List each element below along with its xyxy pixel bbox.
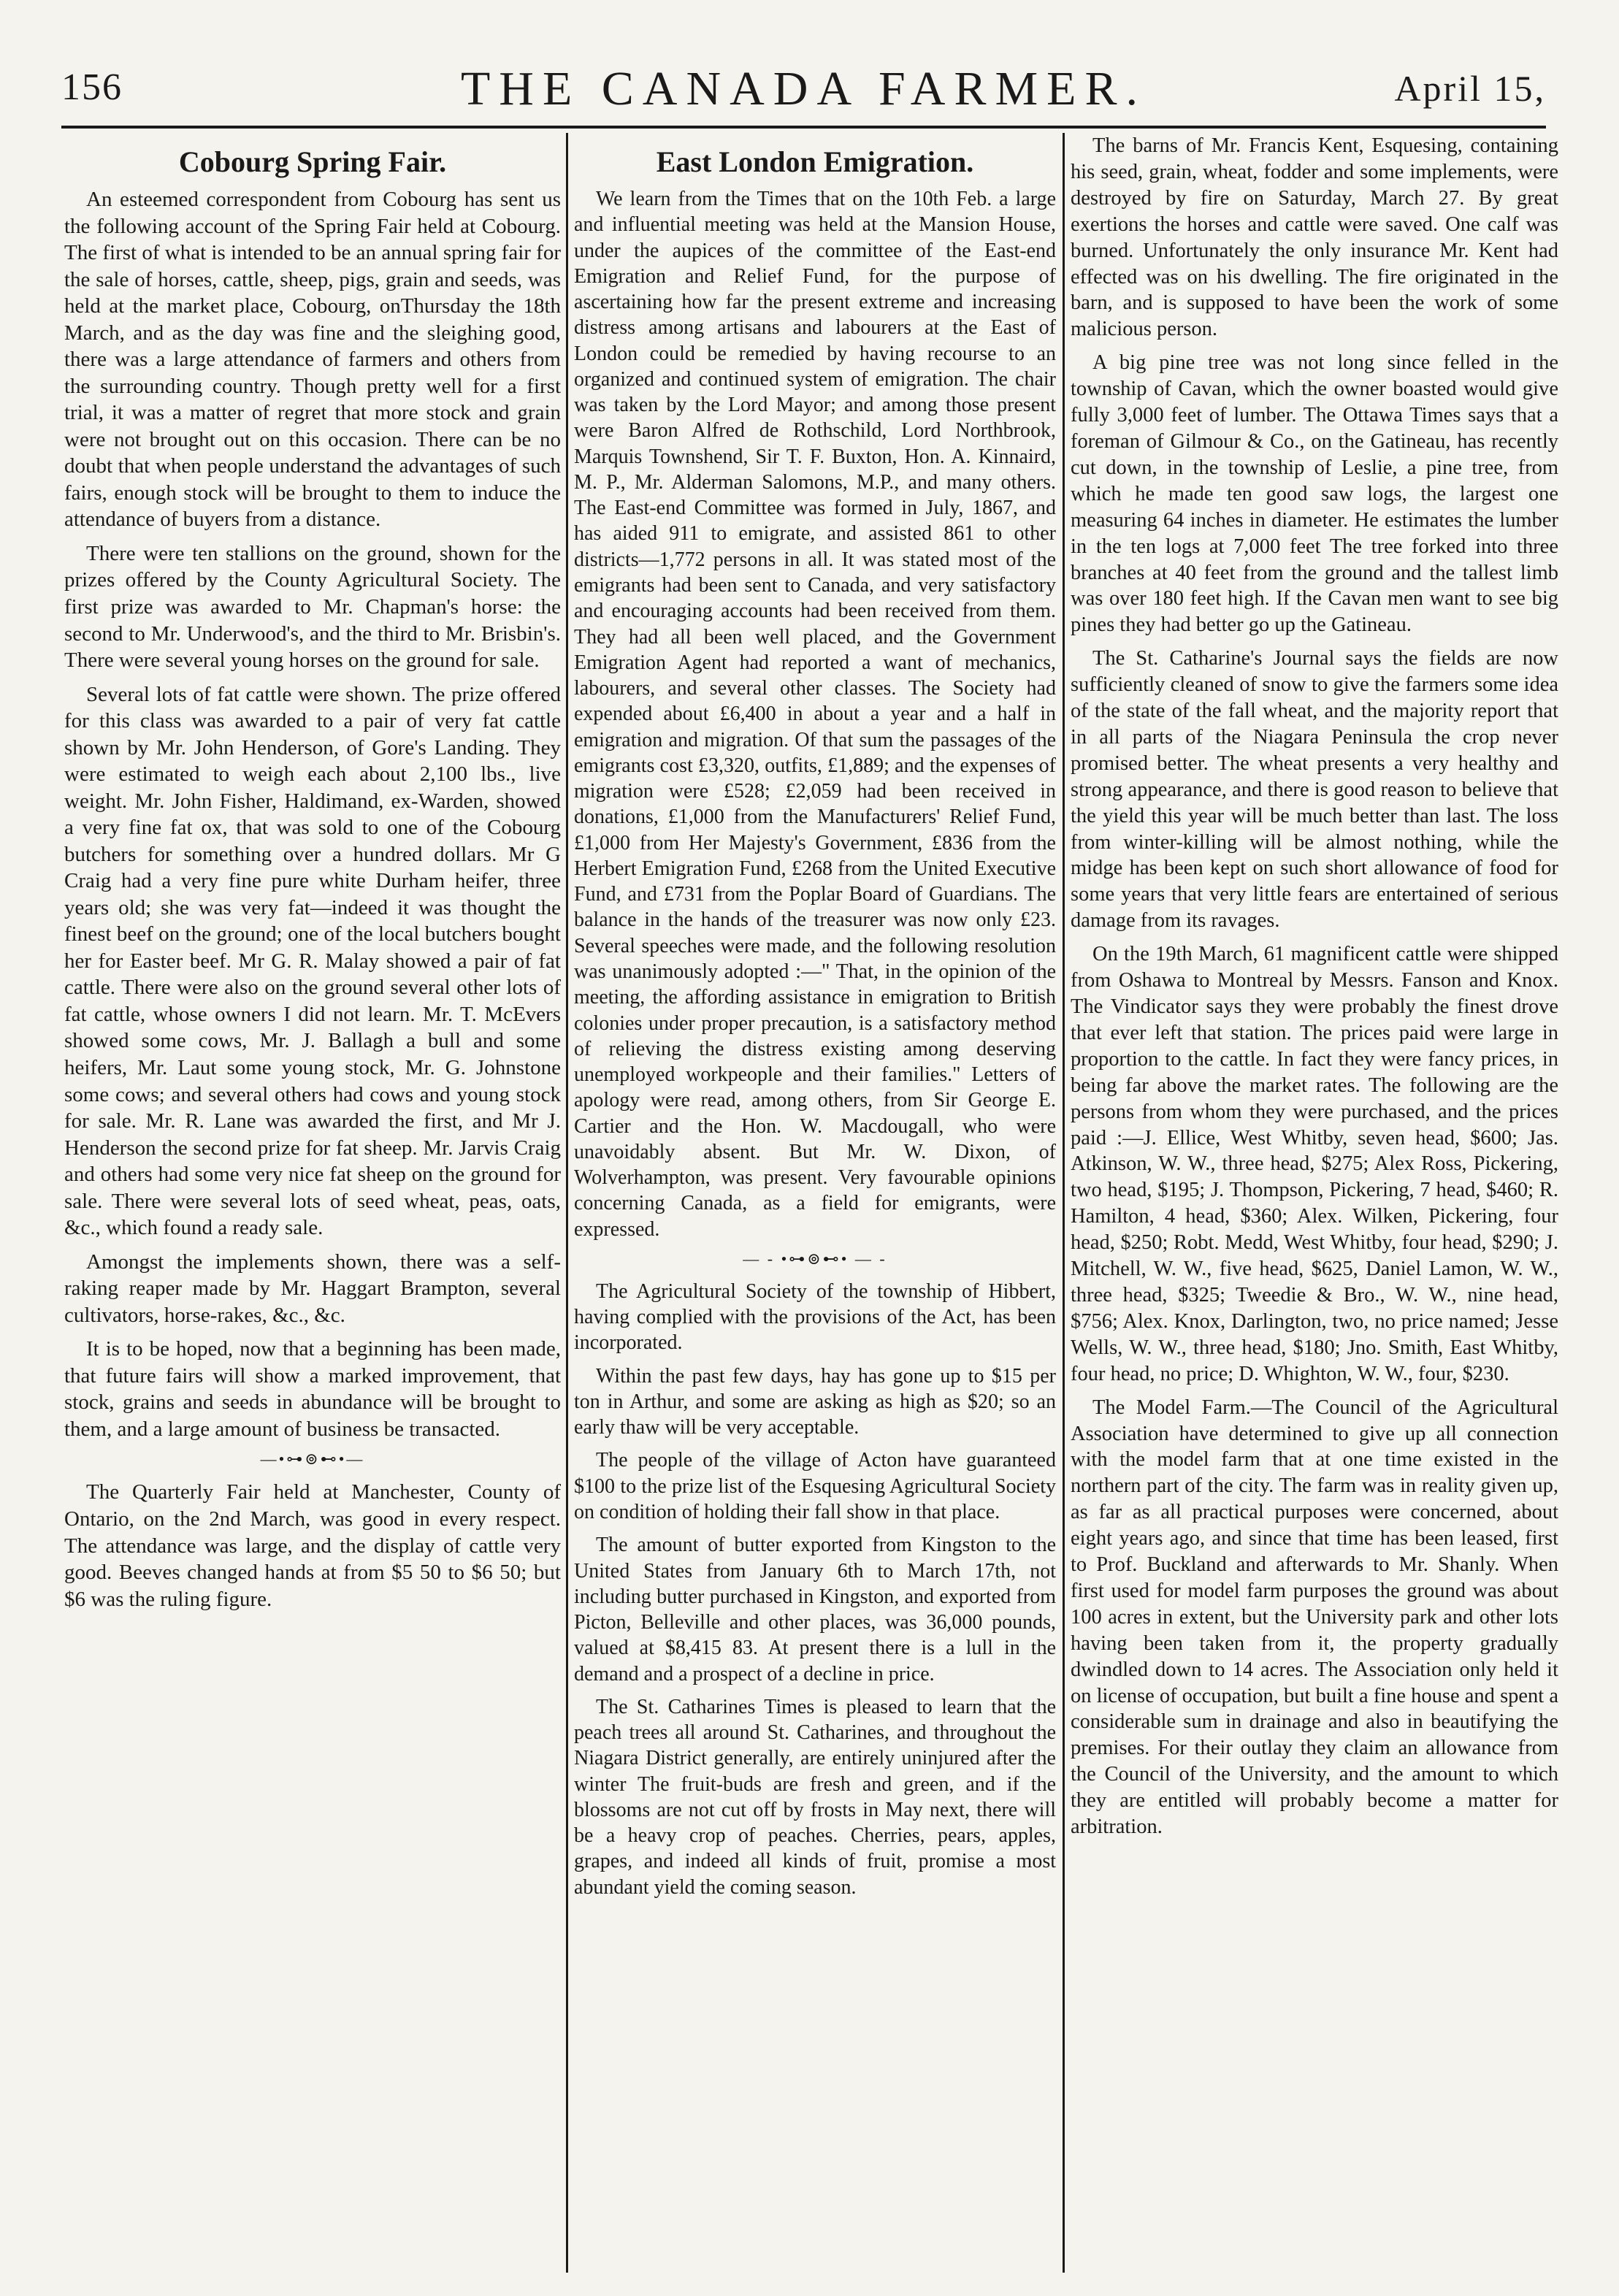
news-item: The barns of Mr. Francis Kent, Esquesing, containing his seed, grain, wheat, fodder and some implements, were destroyed by fire on Saturday, March 27. By great exertions the horses and cattle were saved. One calf was burned. Unfortunately the only insurance Mr. Kent had effected was on his dwelling. The fire originated in the barn, and is supposed to have been the work of some malicious person. (1071, 134, 1558, 341)
header-rule (61, 126, 1546, 129)
column-1 (64, 133, 561, 2273)
news-item: On the 19th March, 61 magnificent cattle were shipped from Oshawa to Montreal by Messrs. Fanson and Knox. The Vindicator says they were probably the finest drove that ever left that station. The prices paid were large in proportion to the cattle. In fact they were fancy prices, in being far above the market rates. The following are the persons from whom they were purchased, and the prices paid :—J. Ellice, West Whitby, seven head, $600; Jas. Atkinson, W. W., three head, $275; Alex Ross, Pickering, two head, $195; J. Thompson, Pickering, 7 head, $460; R. Hamilton, 4 head, $360; Alex. Wilken, Pickering, four head, $250; Robt. Medd, West Whitby, four head, $290; J. Mitchell, W. W., five head, $625, Daniel Lamon, W. W., three head, $325; Tweedie & Bro., W. W., nine head, $756; Alex. Knox, Darlington, two, no price named; Jesse Wells, W. W., three head, $180; Jno. Smith, East Whitby, four head, no price; D. Whighton, W. W., four, $230. (1071, 943, 1558, 1385)
article-paragraph: An esteemed correspondent from Cobourg has sent us the following account of the Spring Fair held at Cobourg. The first of what is intended to be an annual spring fair for the sale of horses, cattle, sheep, pigs, grain and seeds, was held at the market place, Cobourg, onThursday the 18th March, and as the day was fine and the sleighing good, there was a large attendance of farmers and others from the surrounding country. Though pretty well for a first trial, it was a matter of regret that more stock and grain were not brought out on this occasion. There can be no doubt that when people understand the advantages of such fairs, enough stock will be brought to them to induce the attendance of buyers from a distance. (64, 188, 561, 532)
news-item: The Model Farm.—The Council of the Agricultural Association have determined to give up all connection with the model farm that at one time existed in the northern part of the city. The farm was in reality given up, as far as all practical purposes were concerned, about eight years ago, and since that time has been leased, first to Prof. Buckland and afterwards to Mr. Shanly. When first used for model farm purposes the ground was about 100 acres in extent, but the University park and other lots having been taken from it, the property gradually dwindled down to 14 acres. The Association only held it on license of occupation, but built a fine house and spent a considerable sum in drainage and also in beautifying the premises. For their outlay they claim an allowance from the Council of the University, and the amount to which they are entitled will probably become a matter for arbitration. (1071, 1396, 1558, 1839)
article-paragraph: We learn from the Times that on the 10th Feb. a large and influential meeting was held at the Mansion House, under the aupices of the committee of the East-end Emigration and Relief Fund, for the purpose of ascertaining how far the present extreme and increasing distress among artisans and labourers at the East of London could be remedied by having recourse to an organized and continued system of emigration. The chair was taken by the Lord Mayor; and among those present were Baron Alfred de Rothschild, Lord Northbrook, Marquis Townshend, Sir T. F. Buxton, Hon. A. Kinnaird, M. P., Mr. Alderman Salomons, M.P., and many others. The East-end Committee was formed in July, 1867, and has aided 911 to emigrate, and assisted 861 to other districts—1,772 persons in all. It was stated most of the emigrants had been sent to Canada, and very satisfactory and encouraging accounts had been received from them. They had all been well placed, and the Government Emigration Agent had reported a want of mechanics, labourers, and several other classes. The Society had expended about £6,400 in about a year and a half in emigration and migration. Of that sum the passages of the emigrants cost £3,320, outfits, £1,889; and the expenses of migration were £528; £2,059 had been received in donations, £1,000 from the Manufacturers' Relief Fund, £1,000 from Her Majesty's Government, £836 from the Herbert Emigration Fund, £268 from the United Executive Fund, and £731 from the Poplar Board of Guardians. The balance in the hands of the treasurer was now only £23. Several speeches were made, and the following resolution was unanimously adopted :—" That, in the opinion of the meeting, the affording assistance in emigration to British colonies under proper precaution, is a satisfactory method of relieving the distress existing among deserving unemployed workpeople and their families." Letters of apology were read, among others, from Sir George E. Cartier and the Hon. W. Macdougall, who were unavoidably absent. But Mr. W. Dixon, of Wolverhampton, was present. Very favourable opinions concerning Canada, as a field for emigrants, were expressed. (574, 188, 1056, 1241)
news-item: The St. Catharines Times is pleased to learn that the peach trees all around St. Catharines, and throughout the Niagara District generally, are entirely uninjured after the winter The fruit-buds are fresh and green, and if the blossoms are not cut off by frosts in May next, there will be a heavy crop of peaches. Cherries, pears, apples, grapes, and indeed all kinds of fruit, promise a most abundant yield the coming season. (574, 1695, 1056, 1899)
article-headline-cobourg: Cobourg Spring Fair. (178, 145, 447, 178)
article-headline-east-london: East London Emigration. (656, 145, 974, 178)
article-paragraph: It is to be hoped, now that a beginning has been made, that future fairs will show a marked improvement, that stock, grains and seeds in abundance will be brought to them, and a large amount of business be transacted. (64, 1337, 561, 1441)
page-header (61, 61, 1546, 120)
news-item: Within the past few days, hay has gone up to $15 per ton in Arthur, and some are asking as high as $20; so an early thaw will be very acceptable. (574, 1364, 1056, 1439)
section-divider: —•⊶⊚⊷•— (260, 1450, 365, 1469)
article-paragraph: There were ten stallions on the ground, shown for the prizes offered by the County Agricultural Society. The first prize was awarded to Mr. Chapman's horse: the second to Mr. Underwood's, and the third to Mr. Brisbin's. There were several young horses on the ground for sale. (64, 541, 561, 673)
column-3 (1071, 133, 1558, 2273)
page-number: 156 (61, 66, 123, 108)
news-item: The St. Catharine's Journal says the fields are now sufficiently cleaned of snow to give the farmers some idea of the state of the fall wheat, and the majority report that in all parts of the Niagara Peninsula the crop never promised better. The wheat presents a very healthy and strong appearance, and there is good reason to believe that the yield this year will be much better than last. The loss from winter-killing will be almost nothing, while the midge has been kept on such short allowance of food for some years that very little fears are entertained of serious damage from its ravages. (1071, 647, 1558, 933)
news-item: The Agricultural Society of the township of Hibbert, having complied with the provisions of the Act, has been incorporated. (574, 1279, 1056, 1355)
masthead: THE CANADA FARMER. (460, 62, 1147, 115)
section-divider: — - •⊶⊚⊷• — - (743, 1249, 887, 1268)
issue-date: April 15, (1394, 68, 1546, 109)
column-2 (574, 133, 1056, 2273)
news-item: A big pine tree was not long since felled in the township of Cavan, which the owner boasted would give fully 3,000 feet of lumber. The Ottawa Times says that a foreman of Gilmour & Co., on the Gatineau, has recently cut down, in the township of Leslie, a pine tree, from which he made ten good saw logs, the largest one measuring 64 inches in diameter. He estimates the lumber in the ten logs at 7,000 feet The tree forked into three branches at 40 feet from the ground and the tallest limb was over 180 feet high. If the Cavan men want to see big pines they had better go up the Gatineau. (1071, 351, 1558, 637)
article-paragraph: Several lots of fat cattle were shown. The prize offered for this class was awarded to a pair of very fat cattle shown by Mr. John Henderson, of Gore's Landing. They were estimated to weigh each about 2,100 lbs., live weight. Mr. John Fisher, Haldimand, ex-Warden, showed a very fine fat ox, that was sold to one of the Cobourg butchers for something over a hundred dollars. Mr G Craig had a very fine pure white Durham heifer, three years old; she was very fat—indeed it was thought the finest beef on the ground; one of the local butchers bought her for Easter beef. Mr G. R. Malay showed a pair of fat cattle. There were also on the ground several other lots of fat cattle, whose owners I did not learn. Mr. T. McEvers showed some cows, Mr. J. Ballagh a bull and some heifers, Mr. Laut some young stock, Mr. G. Johnstone some cows; and several others had cows and young stock for sale. Mr. R. Lane was awarded the first, and Mr J. Henderson the second prize for fat sheep. Mr. Jarvis Craig and others had some very nice fat sheep on the ground for sale. There were several lots of seed wheat, peas, oats, &c., which found a ready sale. (64, 682, 561, 1240)
column-rule-1 (566, 133, 568, 2273)
news-item: The amount of butter exported from Kingston to the United States from January 6th to March 17th, not including butter purchased in Kingston, and exported from Picton, Belleville and other places, was 36,000 pounds, valued at $8,415 83. At present there is a lull in the demand and a prospect of a decline in price. (574, 1534, 1056, 1685)
column-rule-2 (1063, 133, 1065, 2273)
article-paragraph: The Quarterly Fair held at Manchester, County of Ontario, on the 2nd March, was good in every respect. The attendance was large, and the display of cattle very good. Beeves changed hands at from $5 50 to $6 50; but $6 was the ruling figure. (64, 1480, 561, 1611)
news-item: The people of the village of Acton have guaranteed $100 to the prize list of the Esquesing Agricultural Society on condition of holding their fall show in that place. (574, 1449, 1056, 1524)
article-paragraph: Amongst the implements shown, there was a self-raking reaper made by Mr. Haggart Brampton, several cultivators, horse-rakes, &c., &c. (64, 1250, 561, 1327)
